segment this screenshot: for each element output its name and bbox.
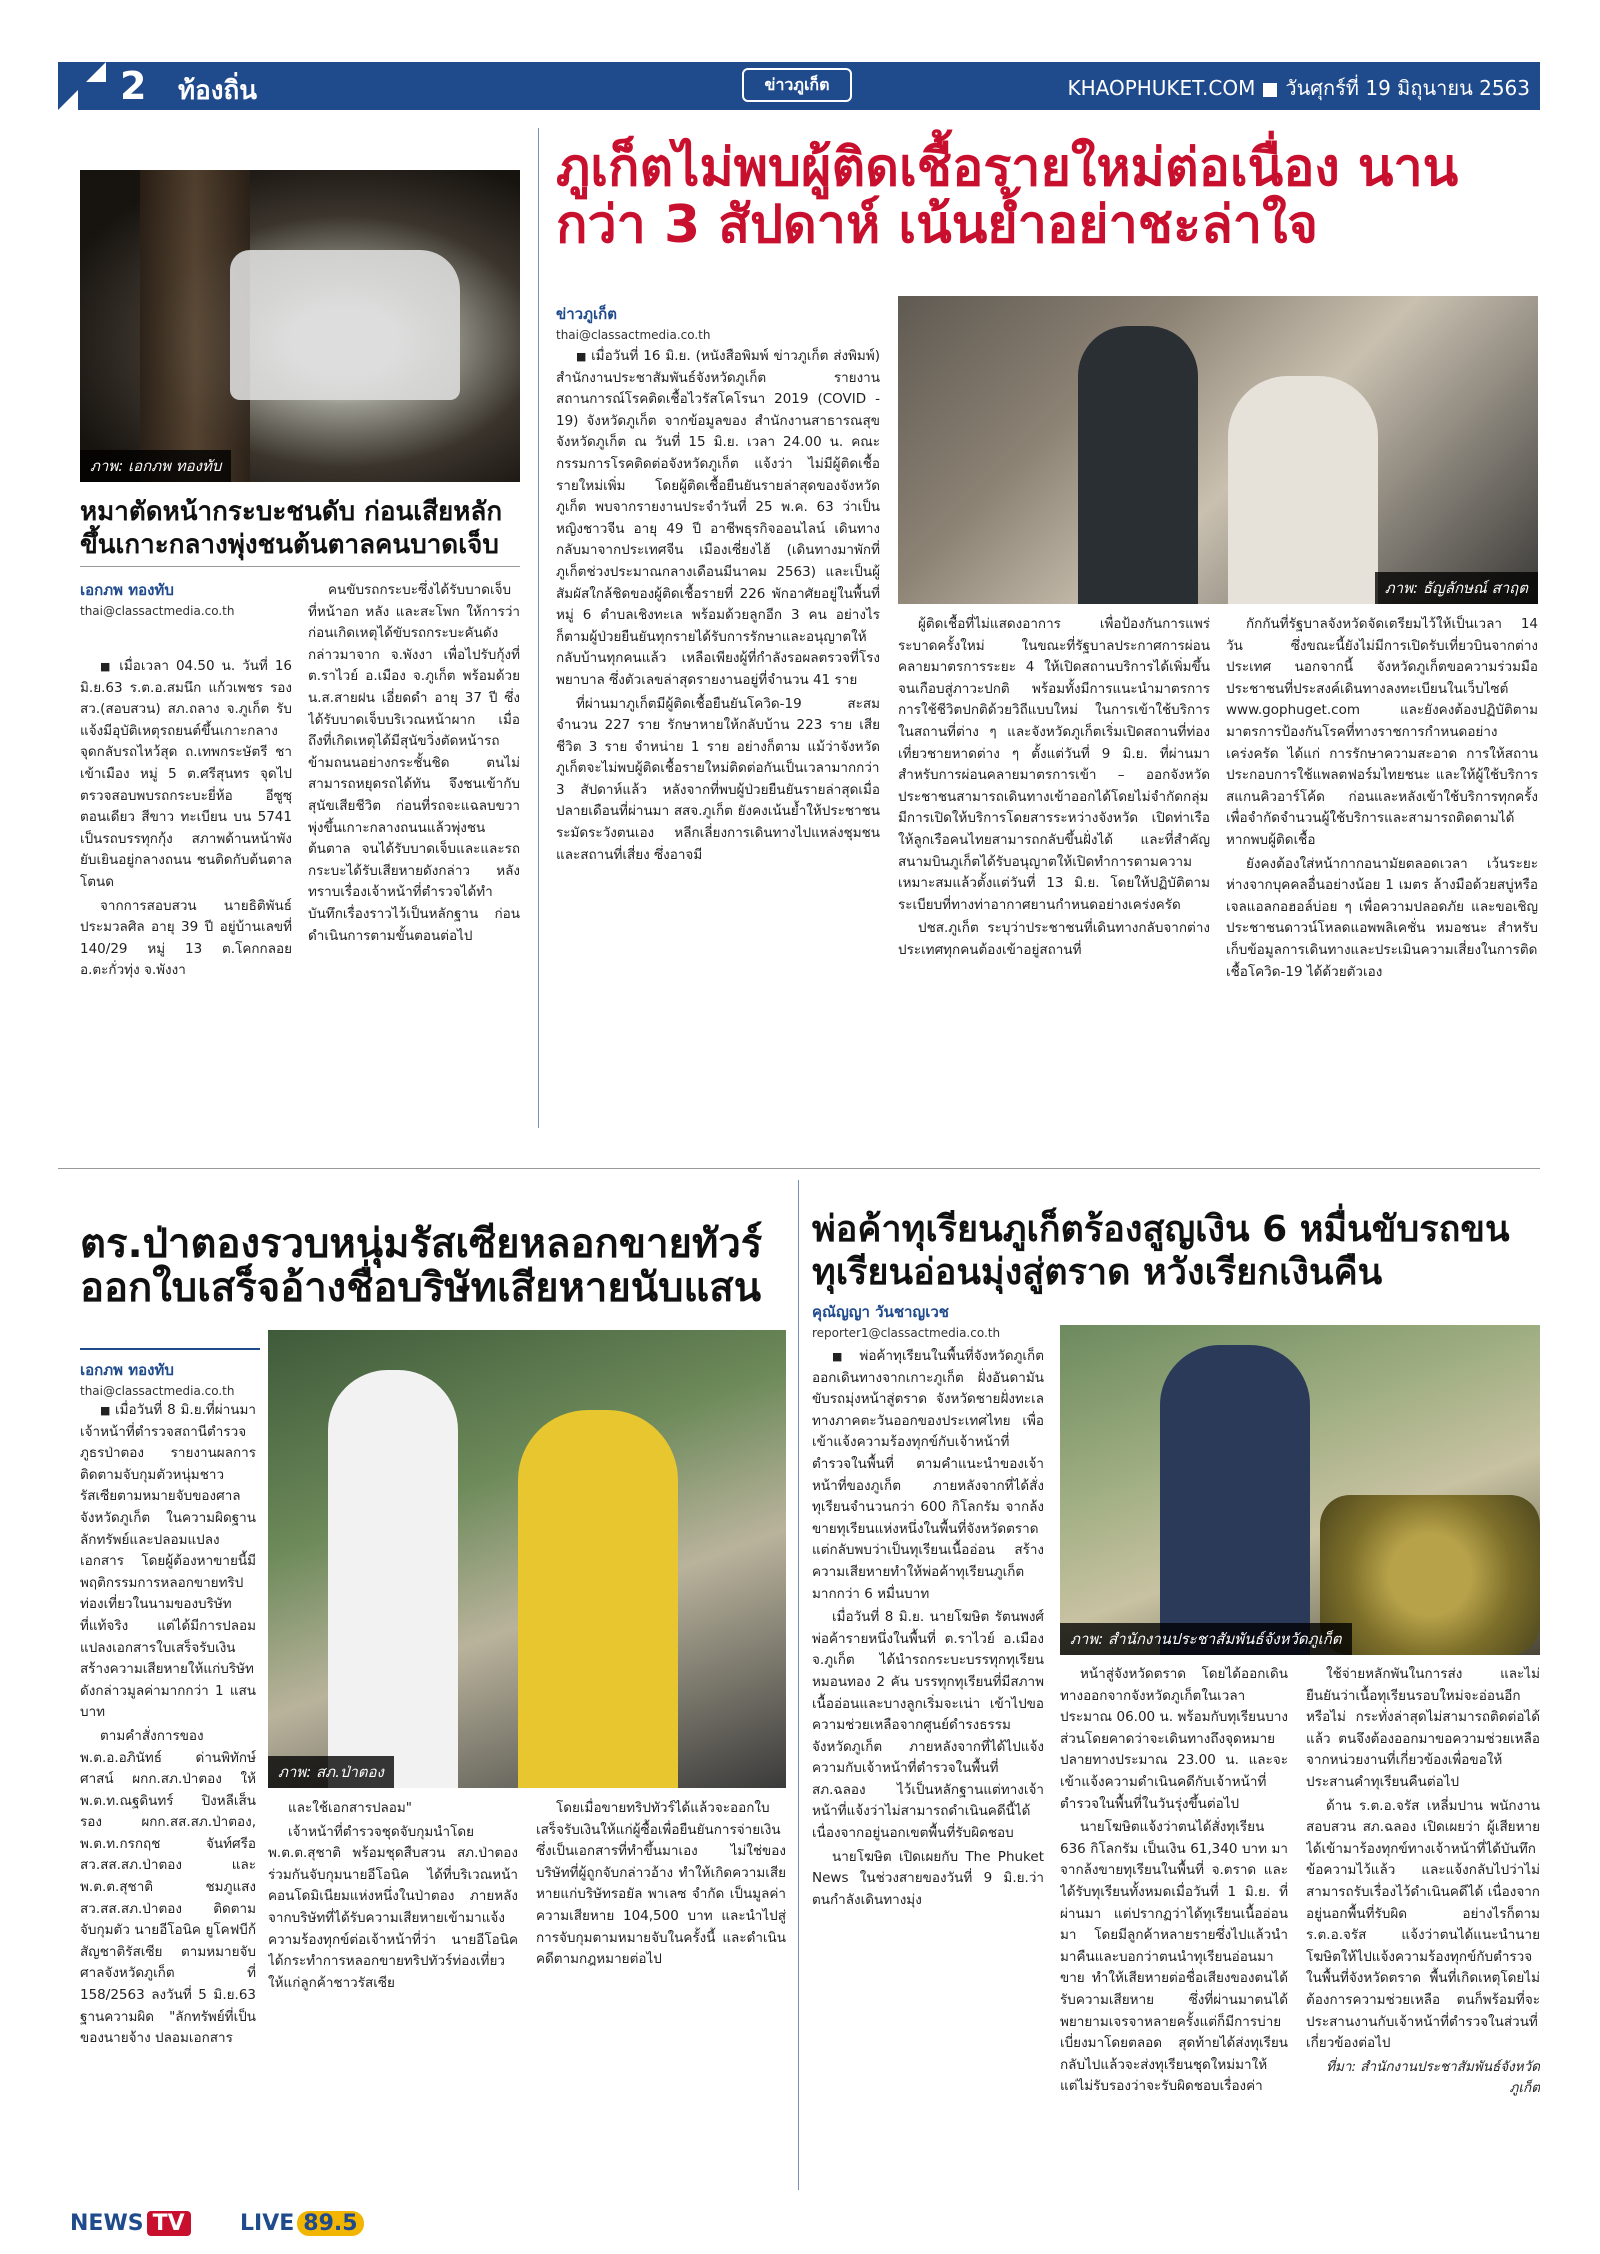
page-number: 2	[120, 64, 147, 108]
main-column-3: กักกันที่รัฐบาลจังหวัดจัดเตรียมไว้ให้เป็นเวลา 14 วัน ซึ่งขณะนี้ยังไม่มีการเปิดรับเที่ยวบินจากต่างประเทศ นอกจากนี้ จังหวัดภูเก็ตขอความร่วมมือประชาชนที่ประสงค์เดินทางลงทะเบียนในเว็บไซต์ www.gophuget.com และยังคงต้องปฏิบัติตามมาตรการป้องกันโรคที่ทางราชการกำหนดอย่างเคร่งครัด ได้แก่ การรักษาความสะอาด การให้สถานประกอบการใช้แพลตฟอร์มไทยชนะ และให้ผู้ใช้บริการสแกนคิวอาร์โค้ด ก่อนและหลังเข้าใช้บริการทุกครั้ง เพื่อจำกัดจำนวนผู้ใช้บริการและสามารถติดตามได้หากพบผู้ติดเชื้อ ยังคงต้องใส่หน้ากากอนามัยตลอดเวลา เว้นระยะห่างจากบุคคลอื่นอย่างน้อย 1 เมตร ล้างมือด้วยสบู่หรือเจลแอลกอฮอล์บ่อย ๆ เพื่อความปลอดภัย และขอเชิญประชาชนดาวน์โหลดแอพพลิเคชั่น หมอชนะ สำหรับเก็บข้อมูลการเดินทางและประเมินความเสี่ยงในการติดเชื้อโควิด-19 ได้ด้วยตัวเอง	[1226, 616, 1538, 980]
author-email[interactable]: thai@classactmedia.co.th	[556, 328, 711, 342]
author-name: ข่าวภูเก็ต	[556, 305, 617, 323]
main-headline: ภูเก็ตไม่พบผู้ติดเชื้อรายใหม่ต่อเนื่อง นานกว่า 3 สัปดาห์ เน้นย้ำอย่าชะล่าใจ	[556, 138, 1459, 256]
author-name: เอกภพ ทองทับ	[80, 581, 174, 599]
photo-caption: ภาพ: ธัญลักษณ์ สาฤต	[1375, 572, 1538, 604]
durian-byline	[812, 1300, 1000, 1340]
crash-byline	[80, 578, 235, 618]
photo-caption: ภาพ: สำนักงานประชาสัมพันธ์จังหวัดภูเก็ต	[1060, 1623, 1352, 1655]
scam-headline: ตร.ป่าตองรวบหนุ่มรัสเซียหลอกขายทัวร์ ออกใบเสร็จอ้างชื่อบริษัทเสียหายนับแสน	[80, 1221, 763, 1311]
durian-column-2: หน้าสู่จังหวัดตราด โดยได้ออกเดินทางออกจากจังหวัดภูเก็ตในเวลาประมาณ 06.00 น. พร้อมกับทุเรียนบางส่วนโดยคาดว่าจะเดินทางถึงจุดหมายปลายทางประมาณ 23.00 น. และจะเข้าแจ้งความดำเนินคดีกับเจ้าหน้าที่ตำรวจในพื้นที่ในวันรุ่งขึ้นต่อไป นายโฆษิตแจ้งว่าตนได้สั่งทุเรียน 636 กิโลกรัม เป็นเงิน 61,340 บาท มาจากล้งขายทุเรียนในพื้นที่ จ.ตราด และได้รับทุเรียนทั้งหมดเมื่อวันที่ 1 มิ.ย. ที่ผ่านมา แต่ปรากฏว่าได้ทุเรียนเนื้ออ่อนมา โดยมีลูกค้าหลายรายซึ่งไปแล้วนำมาคืนและบอกว่าตนนำทุเรียนอ่อนมาขาย ทำให้เสียหายต่อชื่อเสียงของตนได้รับความเสียหาย ซึ่งที่ผ่านมาตนได้พยายามเจรจาหลายครั้งแต่ก็มีการบ่ายเบี่ยงมาโดยตลอด สุดท้ายได้ส่งทุเรียนกลับไปแล้วจะส่งทุเรียนชุดใหม่มาให้ แต่ไม่รับรองว่าจะรับผิดชอบเรื่องค่า	[1060, 1666, 1288, 2095]
author-email[interactable]: thai@classactmedia.co.th	[80, 604, 235, 618]
news-tv-logo: NEWS TV	[70, 2206, 191, 2240]
issue-date: วันศุกร์ที่ 19 มิถุนายน 2563	[1285, 76, 1530, 100]
live-radio-logo: LIVE 89.5	[240, 2206, 364, 2240]
square-separator-icon	[1263, 83, 1277, 97]
crash-headline: หมาตัดหน้ากระบะชนดับ ก่อนเสียหลักขึ้นเกาะกลางพุ่งชนต้นตาลคนบาดเจ็บ	[80, 497, 503, 560]
durian-photo	[1060, 1325, 1540, 1655]
scam-column-3: โดยเมื่อขายทริปทัวร์ได้แล้วจะออกใบเสร็จรับเงินให้แก่ผู้ซื้อเพื่อยืนยันการจ่ายเงิน ซึ่งเป็นเอกสารที่ทำขึ้นมาเอง ไม่ใช่ของบริษัทที่ผู้ถูกจับกล่าวอ้าง ทำให้เกิดความเสียหายแก่บริษัทรอยัล พาเลซ จำกัด เป็นมูลค่าความเสียหาย 104,500 บาท และนำไปสู่การจับกุมตามหมายจับในครั้งนี้ และดำเนินคดีตามกฎหมายต่อไป	[536, 1800, 786, 1968]
crash-column-1: ■ เมื่อเวลา 04.50 น. วันที่ 16 มิ.ย.63 ร.ต.อ.สมนึก แก้วเพชร รอง สว.(สอบสวน) สภ.ถลาง จ.ภูเก็ต รับแจ้งมีอุบัติเหตุรถยนต์ขึ้นเกาะกลางจุดกลับรถไหว้สุด ถ.เทพกระษัตรี ชาเข้าเมือง หมู่ 5 ต.ศรีสุนทร จุดไปตรวจสอบพบรถกระบะยี่ห้อ อีซูซุ ตอนเดียว สีขาว ทะเบียน บน 5741 เป็นรถบรรทุกกุ้ง สภาพด้านหน้าพังยับเยินอยู่กลางถนน ชนติดกับต้นตาลโตนด จากการสอบสวน นายธิติพันธ์ ประมวลศิล อายุ 39 ปี อยู่บ้านเลขที่ 140/29 หมู่ 13 ต.โคกกลอย อ.ตะกั่วทุ่ง จ.พังงา	[80, 656, 292, 1116]
author-email[interactable]: thai@classactmedia.co.th	[80, 1384, 235, 1398]
main-column-2: ผู้ติดเชื้อที่ไม่แสดงอาการ เพื่อป้องกันการแพร่ระบาดครั้งใหม่ ในขณะที่รัฐบาลประกาศการผ่อนคลายมาตรการระยะ 4 ให้เปิดสถานบริการได้เพิ่มขึ้นจนเกือบสู่ภาวะปกติ พร้อมทั้งมีการแนะนำมาตรการการใช้ชีวิตปกติด้วยวิถีแบบใหม่ ในการเข้าใช้บริการในสถานที่ต่าง ๆ และจังหวัดภูเก็ตเริ่มเปิดสถานที่ท่องเที่ยวชายหาดต่าง ๆ ตั้งแต่วันที่ 9 มิ.ย. ที่ผ่านมา สำหรับการผ่อนคลายมาตรการเข้า – ออกจังหวัด ประชาชนสามารถเดินทางเข้าออกได้โดยไม่จำกัดกลุ่ม มีการเปิดให้บริการโดยสารระหว่างจังหวัด เปิดท่าเรือให้ลูกเรือคนไทยสามารถกลับขึ้นฝั่งได้ และที่สำคัญสนามบินภูเก็ตได้รับอนุญาตให้เปิดทำการตามความเหมาะสมแล้วตั้งแต่วันที่ 13 มิ.ย. โดยให้ปฏิบัติตามระเบียบที่ทางท่าอากาศยานกำหนดอย่างเคร่งครัด ปชส.ภูเก็ต ระบุว่าประชาชนที่เดินทางกลับจากต่างประเทศทุกคนต้องเข้าอยู่สถานที่	[898, 616, 1210, 958]
durian-column-1: ■ พ่อค้าทุเรียนในพื้นที่จังหวัดภูเก็ต ออกเดินทางจากเกาะภูเก็ต ฝั่งอันดามัน ขับรถมุ่งหน้าสู่ตราด จังหวัดชายฝั่งทะเลทางภาคตะวันออกของประเทศไทย เพื่อเข้าแจ้งความร้องทุกข์กับเจ้าหน้าที่ตำรวจในพื้นที่ ตามคำแนะนำของเจ้าหน้าที่ของภูเก็ต ภายหลังจากที่ได้สั่งทุเรียนจำนวนกว่า 600 กิโลกรัม จากล้งขายทุเรียนแห่งหนึ่งในพื้นที่จังหวัดตราด แต่กลับพบว่าเป็นทุเรียนเนื้ออ่อน สร้างความเสียหายทำให้พ่อค้าทุเรียนภูเก็ตมากกว่า 6 หมื่นบาท เมื่อวันที่ 8 มิ.ย. นายโฆษิต รัตนพงศ์ พ่อค้ารายหนึ่งในพื้นที่ ต.ราไวย์ อ.เมือง จ.ภูเก็ต ได้นำรถกระบะบรรทุกทุเรียนหมอนทอง 2 คัน บรรทุกทุเรียนที่มีสภาพเนื้ออ่อนและบางลูกเริ่มจะเน่า เข้าไปขอความช่วยเหลือจากศูนย์ดำรงธรรมจังหวัดภูเก็ต ภายหลังจากที่ได้ไปแจ้งความกับเจ้าหน้าที่ตำรวจในพื้นที่สภ.ฉลอง ไว้เป็นหลักฐานแต่ทางเจ้าหน้าที่แจ้งว่าไม่สามารถดำเนินคดีนี้ได้ เนื่องจากอยู่นอกเขตพื้นที่รับผิดชอบ นายโฆษิต เปิดเผยกับ The Phuket News ในช่วงสายของวันที่ 9 มิ.ย.ว่า ตนกำลังเดินทางมุ่ง	[812, 1346, 1044, 2190]
photo-caption: ภาพ: เอกภพ ทองทับ	[80, 450, 231, 482]
main-column-1: ■ เมื่อวันที่ 16 มิ.ย. (หนังสือพิมพ์ ข่าวภูเก็ต ส่งพิมพ์) สำนักงานประชาสัมพันธ์จังหวัดภูเก็ต รายงาน สถานการณ์โรคติดเชื้อไวรัสโคโรนา 2019 (COVID - 19) จังหวัดภูเก็ต จากข้อมูลของ สำนักงานสาธารณสุขจังหวัดภูเก็ต ณ วันที่ 15 มิ.ย. เวลา 24.00 น. คณะกรรมการโรคติดต่อจังหวัดภูเก็ต แจ้งว่า ไม่มีผู้ติดเชื้อรายใหม่เพิ่ม โดยผู้ติดเชื้อยืนยันรายล่าสุดของจังหวัดภูเก็ต พบจากรายงานประจำวันที่ 25 พ.ค. 63 ว่าเป็นหญิงชาวจีน อายุ 49 ปี อาชีพธุรกิจออนไลน์ เดินทางกลับมาจากประเทศจีน เมืองเซี่ยงไฮ้ (เดินทางมาพักที่ภูเก็ตช่วงประมาณกลางเดือนมีนาคม 2563) และเป็นผู้สัมผัสใกล้ชิดของผู้ติดเชื้อรายที่ 226 พักอาศัยอยู่ในพื้นที่ หมู่ 6 ตำบลเชิงทะเล พร้อมด้วยลูกอีก 3 คน อย่างไรก็ตามผู้ป่วยยืนยันทุกรายได้รับการรักษาและอนุญาตให้กลับบ้านทุกคนแล้ว เหลือเพียงผู้ที่กำลังรอผลตรวจที่โรงพยาบาล ซึ่งตัวเลขล่าสุดรายงานอยู่ที่จำนวน 41 ราย ที่ผ่านมาภูเก็ตมีผู้ติดเชื้อยืนยันโควิด-19 สะสมจำนวน 227 ราย รักษาหายให้กลับบ้าน 223 ราย เสียชีวิต 3 ราย จำหน่าย 1 ราย อย่างก็ตาม แม้ว่าจังหวัดภูเก็ตจะไม่พบผู้ติดเชื้อรายใหม่ติดต่อกันเป็นเวลามากกว่า 3 สัปดาห์แล้ว หลังจากที่พบผู้ป่วยยืนยันรายล่าสุดเมื่อปลายเดือนที่ผ่านมา สสจ.ภูเก็ต ยังคงเน้นย้ำให้ประชาชนระมัดระวังตนเอง หลีกเลี่ยงการเดินทางไปแหล่งชุมชน และสถานที่เสี่ยง ซึ่งอาจมี	[556, 346, 880, 1120]
durian-column-3: ใช้จ่ายหลักพันในการส่ง และไม่ยืนยันว่าเนื้อทุเรียนรอบใหม่จะอ่อนอีกหรือไม่ กระทั่งล่าสุดไม่สามารถติดต่อได้แล้ว ตนจึงต้องออกมาขอความช่วยเหลือจากหน่วยงานที่เกี่ยวข้องเพื่อขอให้ประสานคำทุเรียนคืนต่อไป ด้าน ร.ต.อ.จรัส เหลี่มปาน พนักงานสอบสวน สภ.ฉลอง เปิดเผยว่า ผู้เสียหายได้เข้ามาร้องทุกข์ทางเจ้าหน้าที่ได้บันทึกข้อความไว้แล้ว และแจ้งกลับไปว่าไม่สามารถรับเรื่องไว้ดำเนินคดีได้ เนื่องจากอยู่นอกพื้นที่รับผิด อย่างไรก็ตาม ร.ต.อ.จรัส แจ้งว่าตนได้แนะนำนายโฆษิตให้ไปแจ้งความร้องทุกข์กับตำรวจในพื้นที่จังหวัดตราด พื้นที่เกิดเหตุโดยไม่ต้องการความช่วยเหลือ ตนก็พร้อมที่จะประสานงานกับเจ้าหน้าที่ตำรวจในส่วนที่เกี่ยวข้องต่อไป ที่มา: สำนักงานประชาสัมพันธ์จังหวัดภูเก็ต	[1306, 1664, 1540, 2190]
arrest-photo	[268, 1330, 786, 1788]
photo-caption: ภาพ: สภ.ป่าตอง	[268, 1756, 394, 1788]
scam-byline	[80, 1358, 235, 1398]
masthead-logo: ข่าวภูเก็ต	[742, 68, 852, 102]
column-rule	[538, 128, 539, 1128]
divider	[80, 566, 520, 567]
crash-column-2: คนขับรถกระบะซึ่งได้รับบาดเจ็บที่หน้าอก หลัง และสะโพก ให้การว่า ก่อนเกิดเหตุได้ขับรถกระบะคันดังกล่าวมาจาก จ.พังงา เพื่อไปรับกุ้งที่ ต.ราไวย์ อ.เมือง จ.ภูเก็ต พร้อมด้วย น.ส.สายฝน เอี่ยดดำ อายุ 37 ปี ซึ่งได้รับบาดเจ็บบริเวณหน้าผาก เมื่อถึงที่เกิดเหตุได้มีสุนัขวิ่งตัดหน้ารถข้ามถนนอย่างกระชั้นชิด ตนไม่สามารถหยุดรถได้ทัน จึงชนเข้ากับสุนัขเสียชีวิต ก่อนที่รถจะแฉลบขวาพุ่งขึ้นเกาะกลางถนนแล้วพุ่งชนต้นตาล จนได้รับบาดเจ็บและและรถกระบะได้รับเสียหายดังกล่าว หลังทราบเรื่องเจ้าหน้าที่ตำรวจได้ทำบันทึกเรื่องราวไว้เป็นหลักฐาน ก่อนดำเนินการตามขั้นตอนต่อไป	[308, 582, 520, 944]
author-name: คุณัญญา วันชาญเวช	[812, 1303, 949, 1321]
section-name: ท้องถิ่น	[178, 76, 257, 106]
section-divider	[58, 1168, 1540, 1169]
main-byline	[556, 302, 711, 342]
durian-headline: พ่อค้าทุเรียนภูเก็ตร้องสูญเงิน 6 หมื่นขับรถขนทุเรียนอ่อนมุ่งสู่ตราด หวังเรียกเงินคืน	[812, 1209, 1510, 1294]
column-rule	[798, 1180, 799, 2190]
author-name: เอกภพ ทองทับ	[80, 1361, 174, 1379]
author-email[interactable]: reporter1@classactmedia.co.th	[812, 1326, 1001, 1340]
site-and-date	[1067, 72, 1530, 104]
scam-column-1: ■ เมื่อวันที่ 8 มิ.ย.ที่ผ่านมา เจ้าหน้าที่ตำรวจสถานีตำรวจภูธรป่าตอง รายงานผลการติดตามจับกุมตัวหนุ่มชาวรัสเซียตามหมายจับของศาลจังหวัดภูเก็ต ในความผิดฐานลักทรัพย์และปลอมแปลงเอกสาร โดยผู้ต้องหาขายนี้มีพฤติกรรมการหลอกขายทริปท่องเที่ยวในนามของบริษัทที่แท้จริง แต่ได้มีการปลอมแปลงเอกสารใบเสร็จรับเงิน สร้างความเสียหายให้แก่บริษัทดังกล่าวมูลค่ามากกว่า 1 แสนบาท ตามคำสั่งการของ พ.ต.อ.อภินัทธ์ ด่านพิทักษ์ศาสน์ ผกก.สภ.ป่าตอง ให้ พ.ต.ท.ณฐดินทร์ ปิงหลีเส็น รอง ผกก.สส.สภ.ป่าตอง, พ.ต.ท.กรกฤช จันท์ศรีอ สว.สส.สภ.ป่าตอง และ พ.ต.ต.สุชาติ ชมภูแสง สว.สส.สภ.ป่าตอง ติดตามจับกุมตัว นายอีโอนิค ยูโคฟบีก้ สัญชาติรัสเซีย ตามหมายจับศาลจังหวัดภูเก็ต ที่ 158/2563 ลงวันที่ 5 มิ.ย.63 ฐานความผิด "ลักทรัพย์ที่เป็นของนายจ้าง ปลอมเอกสาร	[80, 1400, 256, 2190]
source-attribution: ที่มา: สำนักงานประชาสัมพันธ์จังหวัดภูเก็ต	[1326, 2058, 1540, 2097]
divider	[80, 1348, 260, 1350]
site-url[interactable]: KHAOPHUKET.COM	[1067, 76, 1256, 100]
corner-mark-icon	[58, 62, 106, 110]
scam-column-2: และใช้เอกสารปลอม" เจ้าหน้าที่ตำรวจชุดจับกุมนำโดย พ.ต.ต.สุชาติ พร้อมชุดสืบสวน สภ.ป่าตอง ร่วมกันจับกุมนายอีโอนิค ได้ที่บริเวณหน้าคอนโดมิเนียมแห่งหนึ่งในป่าตอง ภายหลังจากบริษัทที่ได้รับความเสียหายเข้ามาแจ้งความร้องทุกข์ต่อเจ้าหน้าที่ว่า นายอีโอนิคได้กระทำการหลอกขายทริปทัวร์ท่องเที่ยวให้แก่ลูกค้าชาวรัสเซีย	[268, 1800, 518, 1991]
mask-photo	[898, 296, 1538, 604]
crash-photo	[80, 170, 520, 482]
